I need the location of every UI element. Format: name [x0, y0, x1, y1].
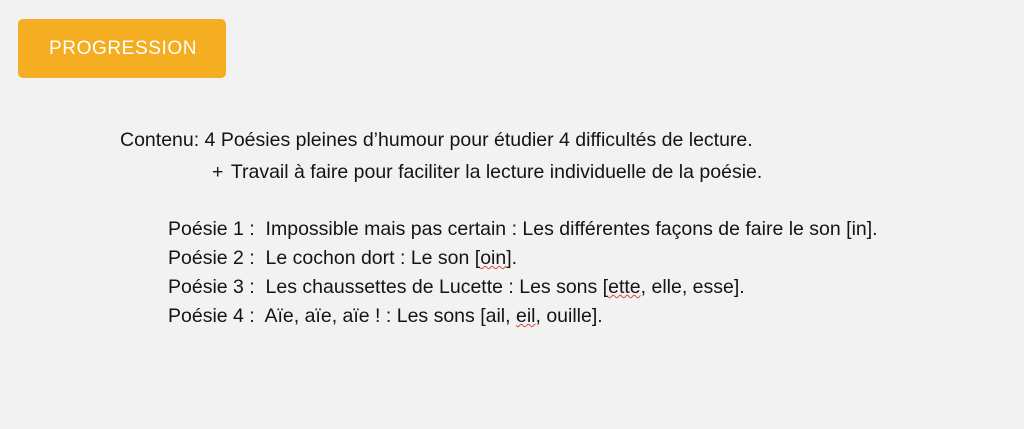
list-item	[168, 302, 1024, 331]
poem-label: Poésie 1 :	[168, 218, 261, 240]
list-item	[168, 215, 1024, 244]
progression-badge-label: PROGRESSION	[49, 37, 198, 59]
poem-list	[0, 215, 1024, 331]
content-summary-line: Contenu: 4 Poésies pleines d’humour pour étudier 4 difficultés de lecture.	[120, 129, 753, 151]
poem-title-post: , ouille].	[535, 305, 603, 327]
poem-title-pre: Le cochon dort : Le son [	[260, 247, 481, 269]
list-item	[168, 273, 1024, 302]
poem-title-pre: Impossible mais pas certain : Les différentes façons de faire le son [in].	[260, 218, 878, 240]
content-additional-line	[0, 158, 1024, 186]
poem-highlight: oin	[480, 247, 507, 269]
content-additional-text: Travail à faire pour faciliter la lecture individuelle de la poésie.	[230, 161, 763, 183]
progression-badge	[18, 19, 226, 78]
list-item	[168, 244, 1024, 273]
poem-title-post: ].	[506, 247, 518, 269]
poem-highlight: ette	[608, 276, 641, 298]
poem-highlight: eil	[515, 305, 536, 327]
poem-title-post: , elle, esse].	[640, 276, 745, 298]
poem-label: Poésie 2 :	[168, 247, 261, 269]
document-content	[0, 126, 1024, 331]
plus-sign: +	[212, 161, 231, 183]
poem-title-pre: Les chaussettes de Lucette : Les sons [	[260, 276, 609, 298]
poem-title-pre: Aïe, aïe, aïe ! : Les sons [ail,	[260, 305, 516, 327]
poem-label: Poésie 4 :	[168, 305, 261, 327]
poem-label: Poésie 3 :	[168, 276, 261, 298]
